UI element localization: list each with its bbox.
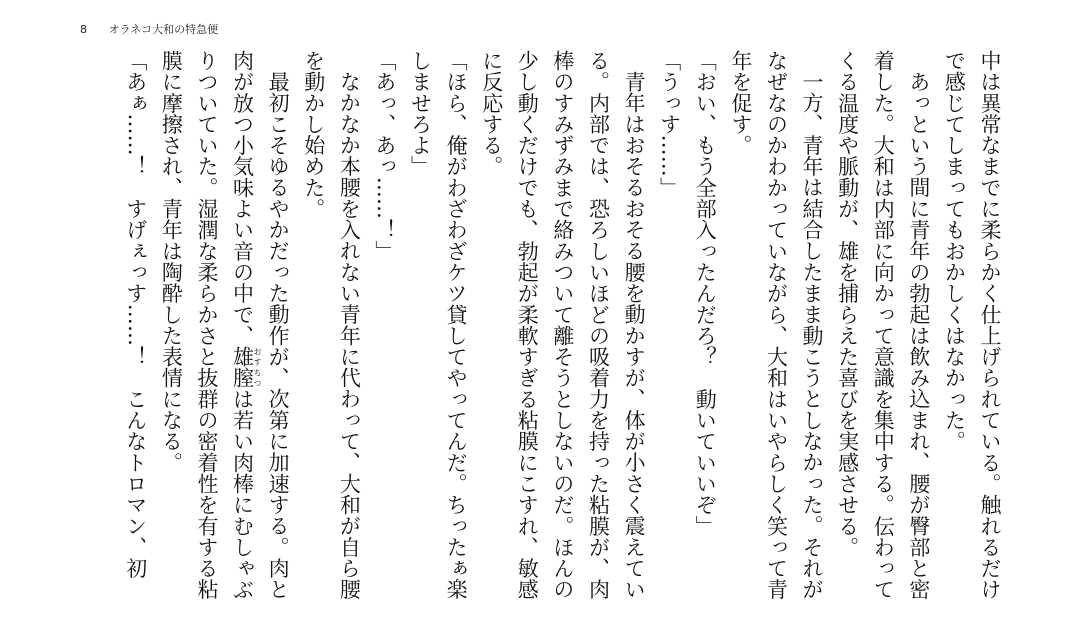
dialogue-line: 「おい、もう全部入ったんだろ？ 動いていいぞ」 xyxy=(693,50,718,537)
paragraph: 青年はおそるおそる腰を動かすが、体が小さく震えている。内部では、恐ろしいほどの吸着力を持った粘膜が、肉棒のすみずみまで絡みついて離そうとしないのだ。ほんの少し動くだけでも、勃起が柔軟すぎる粘膜にこすれ、敏感に反応する。 xyxy=(479,50,647,600)
running-header xyxy=(80,22,218,38)
vertical-body-text xyxy=(77,50,1007,605)
paragraph-part: 最初こそゆるやかだった動作が、次第に加速する。肉と肉が放つ小気味よい音の中で、 xyxy=(230,50,291,600)
page-number: 8 xyxy=(80,23,87,36)
book-title: オラネコ大和の特急便 xyxy=(108,23,219,36)
dialogue-line: 「あっ、あっ……！」 xyxy=(372,50,397,262)
ruby-word xyxy=(230,346,263,389)
dialogue-line: 「あぁ……！ すげぇっす……！ こんなトロマン、初 xyxy=(123,50,148,579)
ruby-base: 雄膣 xyxy=(230,346,255,389)
ruby-reading: おすちつ xyxy=(253,346,263,389)
paragraph: あっという間に青年の勃起は飲み込まれ、腰が臀部と密着した。大和は内部に向かって意識を集中する。伝わってくる温度や脈動が、雄を捕らえた喜びを実感させる。 xyxy=(835,50,931,600)
dialogue-line: 「ほら、俺がわざわざケツ貸してやってんだ。ちったぁ楽しませろよ」 xyxy=(408,50,469,600)
paragraph: 中は異常なまでに柔らかく仕上げられている。触れるだけで感じてしまってもおかしくはなかった。 xyxy=(942,50,1002,600)
dialogue-line: 「うっす……」 xyxy=(657,50,682,199)
paragraph: 一方、青年は結合したまま動こうとしなかった。それがなぜなのかわかっていながら、大和はいやらしく笑って青年を促す。 xyxy=(728,50,825,600)
paragraph: なかなか本腰を入れない青年に代わって、大和が自ら腰を動かし始めた。 xyxy=(301,50,362,600)
paragraph-with-ruby xyxy=(153,50,295,605)
paragraph-part: は若い肉棒にむしゃぶりついていた。湿潤な柔らかさと抜群の密着性を有する粘膜に摩擦され、青年は陶酔した表情になる。 xyxy=(159,50,255,600)
